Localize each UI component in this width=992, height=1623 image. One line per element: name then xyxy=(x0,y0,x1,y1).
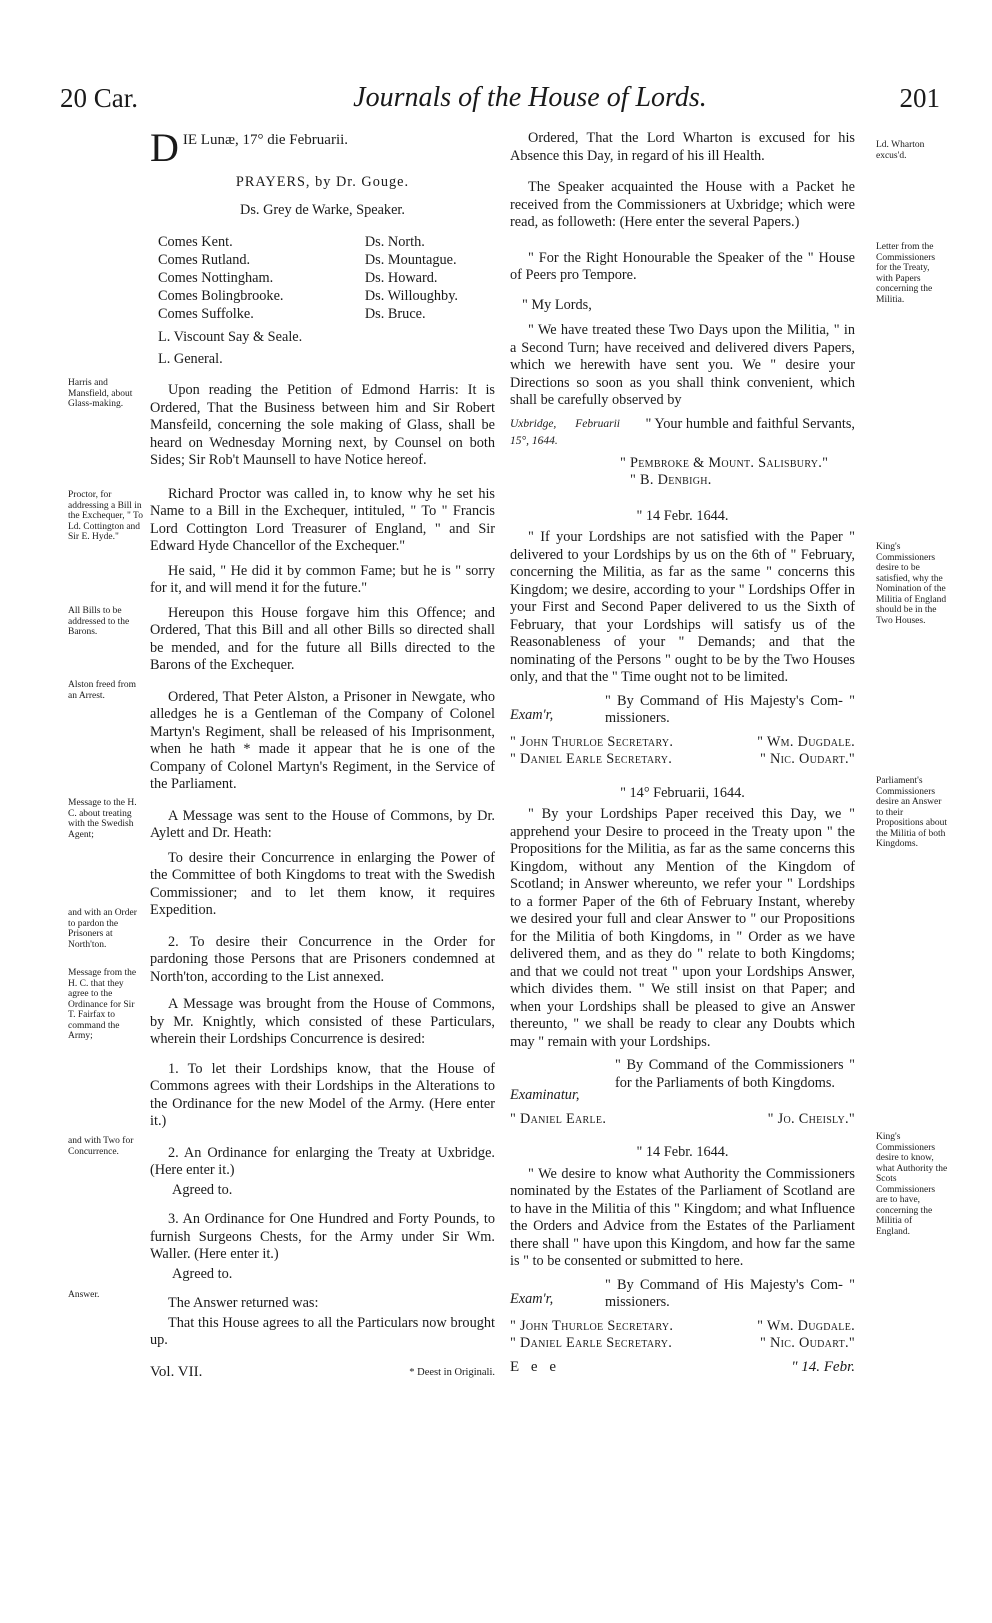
margin-note: and with Two for Concurrence. xyxy=(68,1136,134,1157)
margin-note: Alston freed from an Arrest. xyxy=(68,680,137,701)
signature: " Jo. Cheisly." xyxy=(767,1110,855,1127)
paragraph: The Answer returned was: xyxy=(168,1295,319,1311)
paper-command-row xyxy=(510,1057,855,1105)
examiner-label: Exam'r, xyxy=(510,706,554,723)
margin-note: King's Commissioners desire to know, what Authority the Scots Commissioners are to have, concerning the Militia of England. xyxy=(876,1132,948,1237)
lord-entry: Ds. North. xyxy=(364,234,425,250)
lord-entry: Comes Suffolke. xyxy=(158,306,254,322)
catchword-row xyxy=(510,1359,855,1377)
lord-entry: Ds. Willoughby. xyxy=(364,288,458,304)
lords-column-barons xyxy=(365,233,458,323)
drop-cap: D xyxy=(150,125,179,170)
paper-body: " We desire to know what Authority the Commissioners nominated by the Estates of the Parliament of Scotland are to have in the Militia of this " Kingdom; and what Influence the Orders and Advice from the Estates of the Parliament there shall " have upon this Kingdom, and how far the same is " to be consented or submitted to here. xyxy=(510,1165,855,1269)
volume-label: Vol. VII. xyxy=(150,1363,203,1380)
paragraph: He said, " He did it by common Fame; but he is " sorry for it, and will mend it for the future." xyxy=(150,562,495,596)
paragraph: Ordered, That Peter Alston, a Prisoner in Newgate, who alledges he is a Gentleman of the Company of Colonel Martyn's Regiment, shall be released of his Imprisonment, when he hath * made it appear that he is one of the Company of Colonel Martyn's Regiment, in the Service of the Parliament. xyxy=(150,688,495,792)
letter-signers: " B. Denbigh. xyxy=(630,472,712,488)
day-heading xyxy=(150,125,495,170)
lord-entry: Ds. Mountague. xyxy=(364,252,457,268)
signature-row xyxy=(510,1335,855,1353)
margin-note: Answer. xyxy=(68,1290,100,1300)
margin-note: Ld. Wharton excus'd. xyxy=(876,140,925,161)
paragraph: A Message was sent to the House of Commons, by Dr. Aylett and Dr. Heath: xyxy=(150,807,495,841)
signature-row xyxy=(510,1111,855,1129)
examiner-label: Exam'r, xyxy=(510,1290,554,1307)
signature: " Nic. Oudart." xyxy=(760,751,855,767)
lords-present-list xyxy=(158,233,458,323)
paper-command: " By Command of His Majesty's Com- " missioners. xyxy=(605,1276,855,1310)
paper-command-row xyxy=(510,1277,855,1312)
paper-command-row xyxy=(510,693,855,728)
agreed-line: Agreed to. xyxy=(172,1265,233,1282)
lord-entry: Comes Rutland. xyxy=(158,252,251,268)
paragraph: 2. An Ordinance for enlarging the Treaty at Uxbridge. (Here enter it.) xyxy=(150,1144,495,1178)
paper-body: " By your Lordships Paper received this Day, we " apprehend your Desire to proceed in the Treaty upon " the Propositions for the Militia, as far as the same concerns this Kingdom, without any Mention of the Kingdom of Scotland; in Answer whereunto, we refer your " Lordships to a former Paper of the 6th of February Instant, whereby we desired your full and clear Answer to " our Propositions for the Militia of both Kingdoms, in " Order as we have delivered them, and as they do " relate to both Kingdoms; and that we could not treat " upon your Lordships Answer, which divides them. " We still insist on that Paper; and when your Lordships shall be pleased to give an Answer thereunto, " we shall be ready to clear any Doubts which may " remain with your Lordships. xyxy=(510,806,855,1050)
letter-signers: " Pembroke & Mount. Salisbury." xyxy=(620,454,829,471)
catchword: " 14. Febr. xyxy=(791,1358,855,1375)
paragraph: Richard Proctor was called in, to know why he set his Name to a Bill in the Exchequer, intituled, " To " Francis Lord Cottington Lord Treasurer of England, " and Sir Edward Hyde Chancellor of the Exchequer." xyxy=(150,485,495,554)
paper-command: " By Command of His Majesty's Com- " missioners. xyxy=(605,692,855,726)
running-head-title: Journals of the House of Lords. xyxy=(353,82,707,113)
agreed-line: Agreed to. xyxy=(172,1181,233,1198)
margin-note: Message from the H. C. that they agree to the Ordinance for Sir T. Fairfax to command the Army; xyxy=(68,968,137,1041)
letter-salutation: " My Lords, xyxy=(522,296,592,313)
paragraph: That this House agrees to all the Particulars now brought up. xyxy=(150,1314,495,1348)
margin-note: Letter from the Commissioners for the Treaty, with Papers concerning the Militia. xyxy=(876,242,936,305)
letter-body: " We have treated these Two Days upon the Militia, " in a Second Turn; have received and delivered divers Papers, which we herewith have sent you. We " desire your Directions so soon as you shall think convenient, which shall be carefully observed by xyxy=(510,322,855,408)
paragraph: 1. To let their Lordships know, that the House of Commons agrees with their Lordships in the Alterations to the Ordinance for the new Model of the Army. (Here enter it.) xyxy=(150,1060,495,1129)
letter-closing: " Your humble and faithful Servants, xyxy=(645,415,855,432)
lord-entry: L. General. xyxy=(158,350,223,367)
paper-date: " 14° Februarii, 1644. xyxy=(620,784,745,801)
signature-row xyxy=(510,751,855,769)
examiner-label: Examinatur, xyxy=(510,1087,580,1103)
page-number: 201 xyxy=(899,83,940,113)
signature-mark: E e e xyxy=(510,1358,560,1375)
margin-note: Harris and Mansfield, about Glass-making. xyxy=(68,378,133,409)
signature: " Wm. Dugdale. xyxy=(757,1317,855,1334)
lord-entry: Comes Kent. xyxy=(158,234,233,250)
signature: " Daniel Earle. xyxy=(510,1110,607,1127)
letter-place-date: Uxbridge, Februarii 15°, 1644. xyxy=(510,417,620,447)
signature: " Daniel Earle Secretary. xyxy=(510,1335,673,1351)
lord-entry: Comes Bolingbrooke. xyxy=(158,288,284,304)
lord-entry: Comes Nottingham. xyxy=(158,270,274,286)
letter-address: " For the Right Honourable the Speaker of the " House of Peers pro Tempore. xyxy=(510,249,855,283)
signature: " John Thurloe Secretary. xyxy=(510,1317,674,1334)
lord-entry: Ds. Bruce. xyxy=(364,306,426,322)
letter-closing-row xyxy=(510,416,855,451)
margin-note: All Bills to be addressed to the Barons. xyxy=(68,606,130,637)
signature: " Wm. Dugdale. xyxy=(757,733,855,750)
signature: " John Thurloe Secretary. xyxy=(510,733,674,750)
footnote: * Deest in Originali. xyxy=(409,1366,495,1378)
paragraph: A Message was brought from the House of Commons, by Mr. Knightly, which consisted of these Particulars, wherein their Lordships Concurrence is desired: xyxy=(150,996,495,1047)
running-head-left: 20 Car. xyxy=(60,83,138,113)
paper-command: " By Command of the Commissioners " for the Parliaments of both Kingdoms. xyxy=(615,1057,855,1091)
speaker-line: Ds. Grey de Warke, Speaker. xyxy=(240,201,405,218)
prayers-line: PRAYERS, by Dr. Gouge. xyxy=(235,174,410,190)
paragraph: Ordered, That the Lord Wharton is excused for his Absence this Day, in regard of his ill Health. xyxy=(510,130,855,164)
paragraph: To desire their Concurrence in enlarging the Power of the Committee of both Kingdoms to treat with the Swedish Commissioner; and to let them know, it requires Expedition. xyxy=(150,849,495,918)
paper-body: " If your Lordships are not satisfied with the Paper " delivered to your Lordships by us on the 6th of " February, concerning the Militia, as far as the same " concerns this Kingdom; we desire, according to your " Lordships Offer in your First and Second Paper delivered to us the Sixth of February, that your Lordships will satisfy us of the Reasonableness of your " Demands; and that the nominating of the Persons " ought to be by the Two Houses only, and that the " Time ought not to be limited. xyxy=(510,529,855,685)
margin-note: Message to the H. C. about treating with the Swedish Agent; xyxy=(68,798,137,840)
signature: " Daniel Earle Secretary. xyxy=(510,751,673,767)
paper-date: " 14 Febr. 1644. xyxy=(636,507,729,524)
paper-date: " 14 Febr. 1644. xyxy=(636,1144,729,1160)
margin-note: Proctor, for addressing a Bill in the Exchequer, " To Ld. Cottington and Sir E. Hyde." xyxy=(68,490,143,542)
paragraph: 3. An Ordinance for One Hundred and Forty Pounds, to furnish Surgeons Chests, for the Army under Sir Wm. Waller. (Here enter it.) xyxy=(150,1211,495,1262)
paragraph: The Speaker acquainted the House with a Packet he received from the Commissioners at Uxbridge; which were read, as followeth: (Here enter the several Papers.) xyxy=(510,179,855,230)
right-column xyxy=(510,130,855,1376)
lords-column-earls xyxy=(158,233,284,323)
margin-note: and with an Order to pardon the Prisoners at North'ton. xyxy=(68,908,137,950)
signature-row xyxy=(510,734,855,752)
margin-note: King's Commissioners desire to be satisfied, why the Nomination of the Militia of England should be in the Two Houses. xyxy=(876,542,947,626)
lord-entry: L. Viscount Say & Seale. xyxy=(158,329,303,345)
paragraph: Hereupon this House forgave him this Offence; and Ordered, That this Bill and all other Bills so directed shall be mended, and for the future all Bills directed to the Barons of the Exchequer. xyxy=(150,604,495,673)
paragraph: 2. To desire their Concurrence in the Order for pardoning those Persons that are Prisoners condemned at North'ton, according to the List annexed. xyxy=(150,933,495,985)
day-line: IE Lunæ, 17° die Februarii. xyxy=(182,132,349,148)
lord-entry: Ds. Howard. xyxy=(364,270,438,286)
margin-note: Parliament's Commissioners desire an Answer to their Propositions about the Militia of both Kingdoms. xyxy=(876,776,947,849)
signature: " Nic. Oudart." xyxy=(760,1335,855,1351)
paragraph: Upon reading the Petition of Edmond Harris: It is Ordered, That the Business between him and Sir Robert Mansfeild, concerning the sole making of Glass, shall be heard on Wednesday Morning next, by Counsel on both Sides; Sir Rob't Maunsell to have Notice hereof. xyxy=(150,382,495,468)
signature-row xyxy=(510,1318,855,1336)
left-footer xyxy=(150,1364,495,1382)
left-column xyxy=(150,125,495,1381)
